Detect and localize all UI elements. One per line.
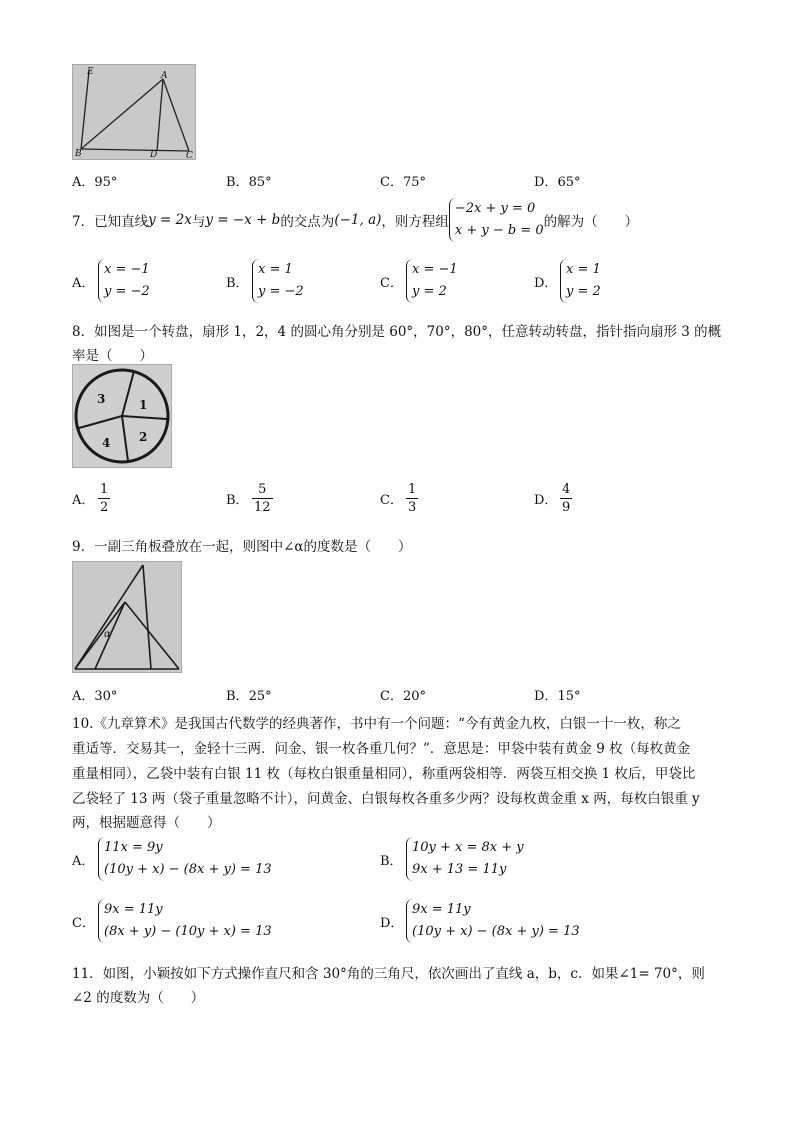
q6-option-b	[226, 171, 272, 190]
option-text: 95°	[94, 175, 118, 190]
q10-option-c	[72, 899, 272, 943]
option-eq1: x = 1	[566, 262, 601, 277]
q9-triangles-figure	[72, 561, 182, 673]
option-label: D．	[534, 689, 558, 704]
option-eq2: y = −2	[258, 284, 304, 299]
option-text: 65°	[557, 175, 581, 190]
q10-stem-line1: 10.《九章算术》是我国古代数学的经典著作，书中有一个问题：“今有黄金九枚，白银一十一枚，称之	[72, 716, 681, 732]
q7-eq2: x + y − b = 0	[454, 223, 544, 238]
q6-label-d: D	[150, 150, 158, 159]
fraction-numerator: 4	[562, 482, 571, 497]
q8-stem-line1: 8．如图是一个转盘，扇形 1，2，4 的圆心角分别是 60°，70°，80°，任意转动转盘，指针指向扇形 3 的概	[72, 324, 722, 340]
option-text: 15°	[557, 689, 581, 704]
option-eq2: y = −2	[104, 284, 150, 299]
q7-stem-post: 的解为（ ）	[543, 214, 639, 230]
q8-option-a	[72, 481, 110, 516]
option-label: B．	[226, 275, 249, 291]
option-label: A．	[72, 275, 95, 291]
option-eq1: x = −1	[412, 262, 458, 277]
option-fraction	[560, 481, 572, 516]
q8-option-c	[380, 481, 418, 516]
q10-stem-line4: 乙袋轻了 13 两（袋子重量忽略不计），问黄金、白银每枚各重多少两？设每枚黄金重 x 两，每枚白银重 y	[72, 791, 700, 807]
q9-triangles-diagram	[73, 562, 181, 672]
q7-point: (−1, a)	[334, 212, 382, 228]
q10-stem-line2: 重适等．交易其一，金轻十三两．问金、银一枚各重几何？”．意思是：甲袋中装有黄金 9 枚（每枚黄金	[72, 741, 691, 757]
option-eq1: 11x = 9y	[104, 840, 163, 855]
q8-option-d	[534, 481, 572, 516]
option-eq2: (10y + x) − (8x + y) = 13	[104, 862, 272, 877]
q6-option-d	[534, 171, 580, 190]
q8-sector-3: 3	[97, 392, 106, 406]
q10-option-a	[72, 837, 272, 881]
option-text: 75°	[402, 175, 426, 190]
q7-mid3: ，则方程组	[381, 214, 449, 230]
option-system	[98, 899, 272, 943]
q9-stem: 9．一副三角板叠放在一起，则图中∠α的度数是（ ）	[72, 539, 412, 555]
fraction-denominator: 2	[100, 500, 109, 515]
option-label: C．	[72, 915, 95, 931]
q6-triangle-diagram	[73, 65, 195, 159]
option-label: A．	[72, 493, 95, 508]
option-eq1: 10y + x = 8x + y	[412, 840, 524, 855]
option-fraction	[252, 481, 273, 516]
fraction-denominator: 9	[562, 500, 571, 515]
option-system	[98, 837, 272, 881]
option-system	[406, 837, 524, 881]
option-label: C．	[380, 493, 403, 508]
q7-option-b	[226, 259, 304, 303]
q10-stem-line3: 重量相同），乙袋中装有白银 11 枚（每枚白银重量相同），称重两袋相等．两袋互相交换 1 枚后，甲袋比	[72, 766, 696, 782]
option-label: B．	[226, 493, 249, 508]
fraction-numerator: 5	[252, 481, 273, 499]
q7-stem-pre: 7．已知直线	[72, 214, 149, 230]
q7-mid1: 与	[191, 214, 206, 230]
q7-eq1: −2x + y = 0	[454, 201, 536, 216]
option-eq1: 9x = 11y	[104, 902, 163, 917]
q6-label-b: B	[75, 149, 82, 159]
q10-stem-line5: 两，根据题意得（ ）	[72, 815, 221, 831]
option-label: D．	[534, 493, 558, 508]
option-eq2: 9x + 13 = 11y	[412, 862, 507, 877]
option-eq2: (10y + x) − (8x + y) = 13	[412, 924, 580, 939]
option-system	[406, 259, 458, 303]
fraction-numerator: 1	[408, 482, 417, 497]
q7-line2: y = −x + b	[205, 212, 281, 228]
option-eq1: x = 1	[258, 262, 293, 277]
option-label: C．	[380, 689, 403, 704]
fraction-denominator: 12	[254, 500, 271, 515]
option-label: B．	[226, 689, 249, 704]
option-label: D．	[534, 275, 558, 291]
option-eq2: y = 2	[412, 284, 447, 299]
option-label: C．	[380, 175, 403, 190]
q7-stem	[72, 198, 638, 242]
option-label: B．	[380, 853, 403, 869]
option-fraction	[98, 481, 110, 516]
option-text: 30°	[94, 689, 118, 704]
option-system	[406, 899, 580, 943]
option-eq2: (8x + y) − (10y + x) = 13	[104, 924, 272, 939]
option-text: 25°	[248, 689, 272, 704]
q8-spinner-diagram	[73, 365, 171, 467]
q7-option-a	[72, 259, 150, 303]
q6-option-c	[380, 171, 426, 190]
option-label: A．	[72, 689, 95, 704]
q6-label-a: A	[161, 71, 168, 81]
fraction-numerator: 1	[100, 482, 109, 497]
option-text: 20°	[402, 689, 426, 704]
q7-option-d	[534, 259, 601, 303]
q6-label-c: C	[186, 151, 193, 159]
option-label: D．	[534, 175, 558, 190]
option-label: C．	[380, 275, 403, 291]
option-label: D．	[380, 915, 404, 931]
q9-option-a	[72, 685, 117, 704]
q6-triangle-figure	[72, 64, 196, 160]
q8-sector-2: 2	[139, 430, 148, 444]
q10-option-b	[380, 837, 524, 881]
q6-label-e: E	[87, 67, 94, 77]
q8-sector-1: 1	[139, 398, 148, 412]
q9-alpha-label: α	[104, 629, 111, 640]
option-label: B．	[226, 175, 249, 190]
fraction-denominator: 3	[408, 500, 417, 515]
option-system	[98, 259, 150, 303]
q7-option-c	[380, 259, 458, 303]
option-eq1: x = −1	[104, 262, 150, 277]
q9-option-d	[534, 685, 580, 704]
q6-option-a	[72, 171, 117, 190]
q10-option-d	[380, 899, 580, 943]
q8-sector-4: 4	[102, 436, 111, 450]
option-system	[252, 259, 304, 303]
q11-stem-line2: ∠2 的度数为（ ）	[72, 990, 205, 1006]
option-label: A．	[72, 853, 95, 869]
q8-spinner-figure	[72, 364, 172, 468]
q7-mid2: 的交点为	[280, 214, 335, 230]
q11-stem-line1: 11．如图，小颖按如下方式操作直尺和含 30°角的三角尺，依次画出了直线 a，b，c．如果∠1= 70°，则	[72, 966, 705, 982]
q7-line1: y = 2x	[148, 212, 192, 228]
q8-option-b	[226, 481, 273, 516]
q8-stem-line2: 率是（ ）	[72, 348, 153, 364]
option-text: 85°	[248, 175, 272, 190]
q9-option-c	[380, 685, 426, 704]
option-fraction	[406, 481, 418, 516]
q9-option-b	[226, 685, 272, 704]
option-label: A．	[72, 175, 95, 190]
option-eq1: 9x = 11y	[412, 902, 471, 917]
option-eq2: y = 2	[566, 284, 601, 299]
option-system	[560, 259, 601, 303]
q7-equation-system	[449, 198, 544, 242]
